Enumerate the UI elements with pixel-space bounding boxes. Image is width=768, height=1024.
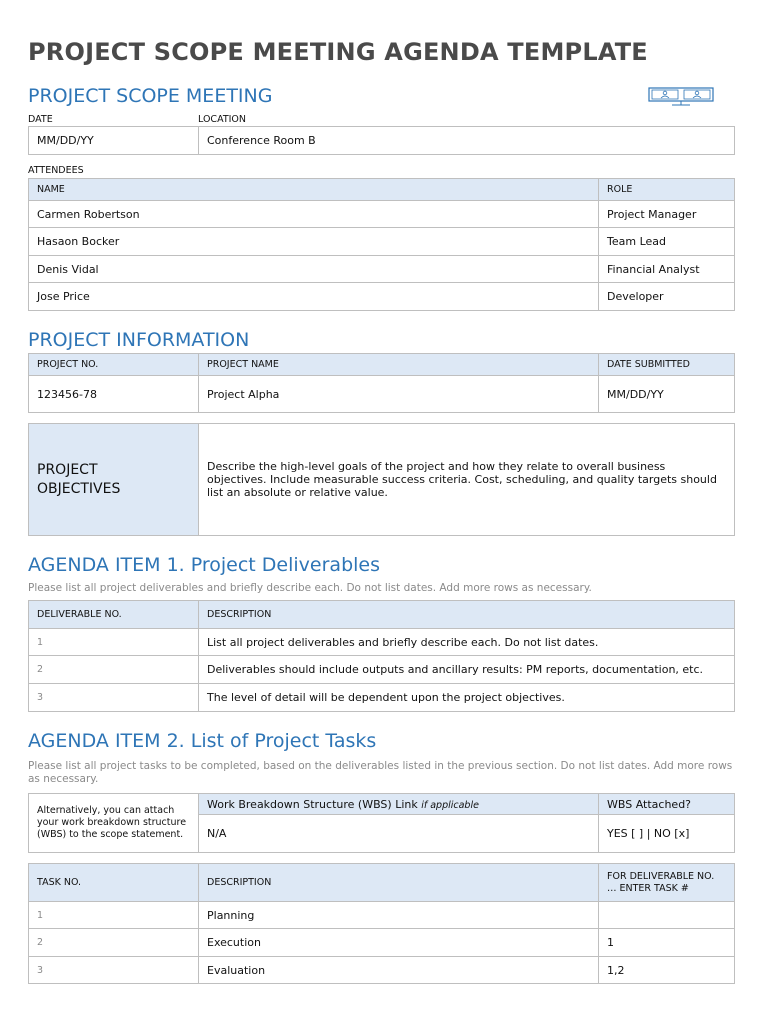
table-row	[29, 684, 735, 712]
task-description[interactable]: Execution	[199, 929, 599, 957]
deliverable-no[interactable]: 3	[29, 684, 199, 712]
agenda2-note: Please list all project tasks to be completed, based on the deliverables listed in the previous section. Do not list dates. Add more rows as necessary.	[28, 760, 733, 785]
table-row	[29, 201, 735, 228]
table-row	[29, 283, 735, 311]
meeting-heading: PROJECT SCOPE MEETING	[28, 85, 273, 107]
attendee-name[interactable]: Jose Price	[29, 283, 599, 311]
agenda2-heading: AGENDA ITEM 2. List of Project Tasks	[28, 730, 377, 752]
attendee-name[interactable]: Carmen Robertson	[29, 201, 599, 228]
task-no-header: TASK NO.	[29, 864, 199, 902]
project-no-field[interactable]: 123456-78	[29, 376, 199, 413]
deliverable-no-header: DELIVERABLE NO.	[29, 601, 199, 629]
deliverable-description[interactable]: The level of detail will be dependent upon the project objectives.	[199, 684, 735, 712]
wbs-attached-field[interactable]: YES [ ] | NO [x]	[599, 815, 735, 853]
tasks-table	[28, 863, 735, 984]
table-row	[29, 256, 735, 283]
wbs-table	[28, 793, 735, 853]
table-row	[29, 228, 735, 256]
table-row	[29, 902, 735, 929]
task-no[interactable]: 1	[29, 902, 199, 929]
attendees-name-header: NAME	[29, 179, 599, 201]
project-no-header: PROJECT NO.	[29, 354, 199, 376]
attendee-role[interactable]: Developer	[599, 283, 735, 311]
task-deliverable[interactable]: 1	[599, 929, 735, 957]
task-no[interactable]: 2	[29, 929, 199, 957]
deliverable-description[interactable]: List all project deliverables and briefly describe each. Do not list dates.	[199, 629, 735, 656]
wbs-note: Alternatively, you can attach your work breakdown structure (WBS) to the scope statement.	[29, 794, 199, 853]
table-row	[29, 656, 735, 684]
task-deliverable-header: FOR DELIVERABLE NO. … ENTER TASK #	[599, 864, 735, 902]
task-deliverable[interactable]	[599, 902, 735, 929]
deliverable-no[interactable]: 2	[29, 656, 199, 684]
date-submitted-header: DATE SUBMITTED	[599, 354, 735, 376]
objectives-field[interactable]: Describe the high-level goals of the project and how they relate to overall business objectives. Include measurable success criteria. Cost, scheduling, and quality targets should list an absolute or relative value.	[199, 424, 735, 536]
project-info-table	[28, 353, 735, 413]
wbs-link-label: Work Breakdown Structure (WBS) Link	[207, 797, 418, 811]
meeting-details-table	[28, 126, 735, 155]
attendee-name[interactable]: Hasaon Bocker	[29, 228, 599, 256]
deliverable-description-header: DESCRIPTION	[199, 601, 735, 629]
attendee-role[interactable]: Financial Analyst	[599, 256, 735, 283]
document-title: PROJECT SCOPE MEETING AGENDA TEMPLATE	[28, 38, 648, 66]
location-field[interactable]: Conference Room B	[199, 127, 735, 155]
objectives-label: PROJECT OBJECTIVES	[29, 424, 199, 536]
table-row	[29, 957, 735, 984]
table-row	[29, 929, 735, 957]
presentation-icon	[648, 86, 714, 106]
wbs-link-suffix: if applicable	[421, 799, 479, 811]
task-description[interactable]: Planning	[199, 902, 599, 929]
attendee-role[interactable]: Project Manager	[599, 201, 735, 228]
date-field[interactable]: MM/DD/YY	[29, 127, 199, 155]
location-label: LOCATION	[198, 114, 247, 125]
project-objectives-table	[28, 423, 735, 536]
project-info-heading: PROJECT INFORMATION	[28, 329, 250, 351]
wbs-link-field[interactable]: N/A	[199, 815, 599, 853]
task-description-header: DESCRIPTION	[199, 864, 599, 902]
date-label: DATE	[28, 114, 53, 125]
agenda1-note: Please list all project deliverables and briefly describe each. Do not list dates. Add more rows as necessary.	[28, 582, 592, 594]
wbs-attached-header: WBS Attached?	[599, 794, 735, 815]
wbs-link-header	[199, 794, 599, 815]
deliverable-no[interactable]: 1	[29, 629, 199, 656]
table-row	[29, 629, 735, 656]
task-no[interactable]: 3	[29, 957, 199, 984]
project-name-header: PROJECT NAME	[199, 354, 599, 376]
agenda1-heading: AGENDA ITEM 1. Project Deliverables	[28, 554, 380, 576]
task-description[interactable]: Evaluation	[199, 957, 599, 984]
attendees-table	[28, 178, 735, 311]
date-submitted-field[interactable]: MM/DD/YY	[599, 376, 735, 413]
deliverable-description[interactable]: Deliverables should include outputs and ancillary results: PM reports, documentation, etc.	[199, 656, 735, 684]
project-name-field[interactable]: Project Alpha	[199, 376, 599, 413]
attendee-name[interactable]: Denis Vidal	[29, 256, 599, 283]
deliverables-table	[28, 600, 735, 712]
attendees-role-header: ROLE	[599, 179, 735, 201]
attendees-label: ATTENDEES	[28, 165, 84, 176]
task-deliverable[interactable]: 1,2	[599, 957, 735, 984]
attendee-role[interactable]: Team Lead	[599, 228, 735, 256]
